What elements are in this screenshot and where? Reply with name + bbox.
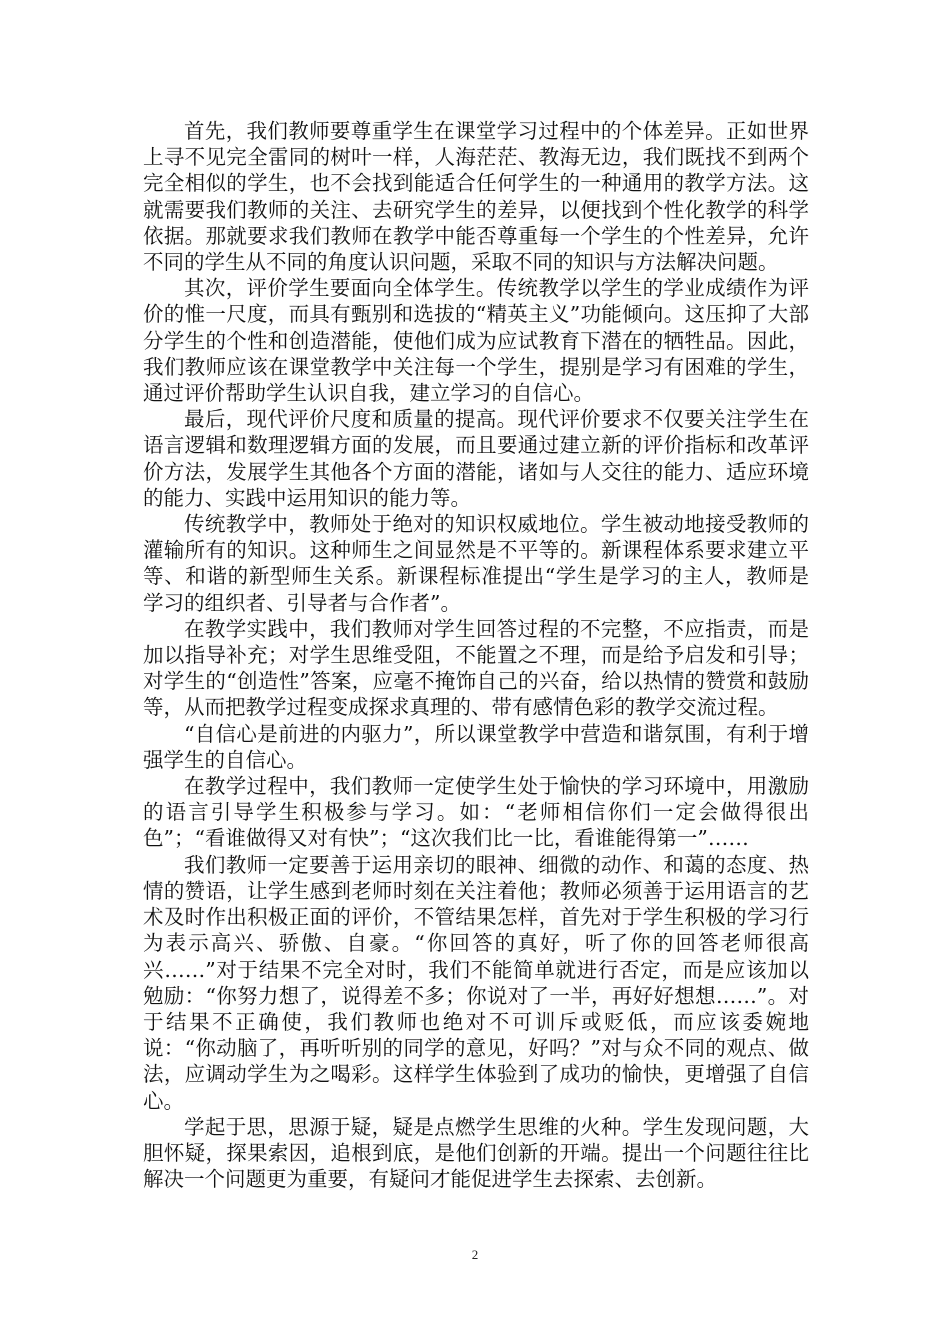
paragraph-questioning: 学起于思，思源于疑，疑是点燃学生思维的火种。学生发现问题，大胆怀疑，探果索因，追根到底，是他们创新的开端。提出一个问题往往比解决一个问题更为重要，有疑问才能促进学生去探索、去创新。 — [143, 1114, 809, 1192]
paragraph-teacher-student-relationship: 传统教学中，教师处于绝对的知识权威地位。学生被动地接受教师的灌输所有的知识。这种师生之间显然是不平等的。新课程体系要求建立平等、和谐的新型师生关系。新课程标准提出“学生是学习的主人，教师是学习的组织者、引导者与合作者”。 — [143, 512, 809, 615]
paragraph-self-confidence: “自信心是前进的内驱力”，所以课堂教学中营造和谐氛围，有利于增强学生的自信心。 — [143, 721, 809, 772]
paragraph-encouragement: 我们教师一定要善于运用亲切的眼神、细微的动作、和蔼的态度、热情的赞语，让学生感到老师时刻在关注着他；教师必须善于运用语言的艺术及时作出积极正面的评价，不管结果怎样，首先对于学生积极的学习行为表示高兴、骄傲、自豪。“你回答的真好，听了你的回答老师很高兴……”对于结果不完全对时，我们不能简单就进行否定，而是应该加以勉励：“你努力想了，说得差不多；你说对了一半，再好好想想……”。对于结果不正确使，我们教师也绝对不可训斥或贬低，而应该委婉地说：“你动脑了，再听听别的同学的意见，好吗？”对与众不同的观点、做法，应调动学生为之喝彩。这样学生体验到了成功的愉快，更增强了自信心。 — [143, 852, 809, 1113]
page-number: 2 — [471, 1247, 479, 1262]
paragraph-evaluate-all-students: 其次，评价学生要面向全体学生。传统教学以学生的学业成绩作为评价的惟一尺度，而具有甄别和选拔的“精英主义”功能倾向。这压抑了大部分学生的个性和创造潜能，使他们成为应试教育下潜在的牺牲品。因此，我们教师应该在课堂教学中关注每一个学生，提别是学习有困难的学生，通过评价帮助学生认识自我，建立学习的自信心。 — [143, 276, 809, 406]
paragraph-teaching-practice: 在教学实践中，我们教师对学生回答过程的不完整，不应指责，而是加以指导补充；对学生思维受阻，不能置之不理，而是给予启发和引导；对学生的“创造性”答案，应毫不掩饰自己的兴奋，给以热情的赞赏和鼓励等，从而把教学过程变成探求真理的、带有感情色彩的教学交流过程。 — [143, 616, 809, 720]
document-body — [143, 118, 809, 1192]
paragraph-individual-differences: 首先，我们教师要尊重学生在课堂学习过程中的个体差异。正如世界上寻不见完全雷同的树叶一样，人海茫茫、教海无边，我们既找不到两个完全相似的学生，也不会找到能适合任何学生的一种通用的教学方法。这就需要我们教师的关注、去研究学生的差异，以便找到个性化教学的科学依据。那就要求我们教师在教学中能否尊重每一个学生的个性差异，允许不同的学生从不同的角度认识问题，采取不同的知识与方法解决问题。 — [143, 119, 809, 275]
paragraph-pleasant-environment: 在教学过程中，我们教师一定使学生处于愉快的学习环境中，用激励的语言引导学生积极参与学习。如：“老师相信你们一定会做得很出色”；“看谁做得又对有快”；“这次我们比一比，看谁能得第一”…… — [143, 774, 809, 851]
paragraph-modern-evaluation: 最后，现代评价尺度和质量的提高。现代评价要求不仅要关注学生在语言逻辑和数理逻辑方面的发展，而且要通过建立新的评价指标和改革评价方法，发展学生其他各个方面的潜能，诸如与人交往的能力、适应环境的能力、实践中运用知识的能力等。 — [143, 407, 809, 510]
